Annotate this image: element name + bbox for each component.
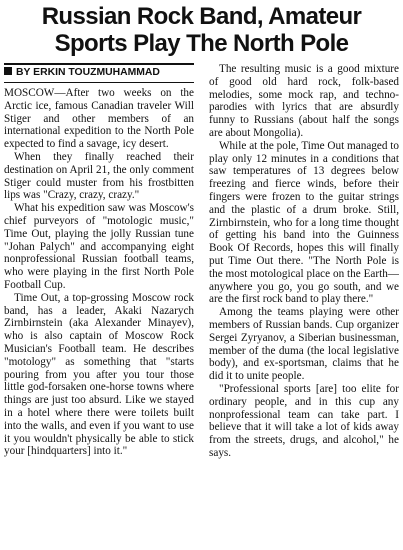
column-left xyxy=(4,63,194,460)
byline-text: BY ERKIN TOUZMUHAMMAD xyxy=(16,67,160,78)
paragraph: Among the teams playing were other members of Russian bands. Cup organizer Sergei Zyryanov, a Siberian businessman, member of the duma (the local legislative body), and ex-sportsman, claims that he did it to unite people. xyxy=(209,306,399,383)
paragraph: Time Out, a top-grossing Moscow rock band, has a leader, Akaki Nazarych Zirnbirnstein (aka Alexander Minayev), who is also captain of Moscow Rock Musician's Football team. He describes "motology" as something that "starts pouring from you after you tour those little god-forsaken one-horse towns where things are just too absurd. Like we stayed in a hotel where there were toilets built into the walls, and even if you want to use it you wouldn't physically be able to stick your [hindquarters] into it." xyxy=(4,291,194,458)
paragraph: When they finally reached their destination on April 21, the only comment Stiger could muster from his frostbitten lips was "Crazy, crazy, crazy." xyxy=(4,150,194,202)
column-right xyxy=(209,63,399,460)
headline xyxy=(4,3,399,57)
dateline: MOSCOW xyxy=(4,87,55,99)
article-columns xyxy=(4,63,399,460)
paragraph: What his expedition saw was Moscow's chief purveyors of "motologic music," Time Out, playing the jolly Russian tune "Johan Palych" and accompanying eight nonprofessional Russian football teams, who were playing in the first North Pole Football Cup. xyxy=(4,202,194,291)
paragraph-text: —After two weeks on the Arctic ice, famous Canadian traveler Will Stiger and other members of an international expedition to the North Pole expected to find a savage, icy desert. xyxy=(4,87,194,151)
headline-line-1: Russian Rock Band, Amateur xyxy=(41,3,362,30)
byline-rule xyxy=(4,82,194,83)
headline-line-2: Sports Play The North Pole xyxy=(54,30,349,57)
byline-square-icon xyxy=(4,67,12,75)
byline xyxy=(4,63,194,79)
paragraph: The resulting music is a good mixture of good old hard rock, folk-based melodies, some mock rap, and techno-parodies with lyrics that are absurdly funny to Russians (about half the songs are about Mongolia). xyxy=(209,63,399,139)
paragraph: "Professional sports [are] too elite for ordinary people, and in this cup any nonprofessional team can take part. I believe that it will take a lot of kids away from the streets, drugs, and alcohol," he says. xyxy=(209,382,399,459)
paragraph: While at the pole, Time Out managed to play only 12 minutes in a conditions that saw temperatures of 13 degrees below freezing and fierce winds, before their fingers were frozen to the guitar strings and the plastic of a drum broke. Still, Zirnbirnstein, who for a long time thought of getting his band into the Guinness Book Of Records, hopes this will finally put Time Out there. "The North Pole is the most motological place on the Earth—anywhere you go, you go south, and we are the first rock band to play there." xyxy=(209,139,399,306)
paragraph xyxy=(4,87,194,151)
